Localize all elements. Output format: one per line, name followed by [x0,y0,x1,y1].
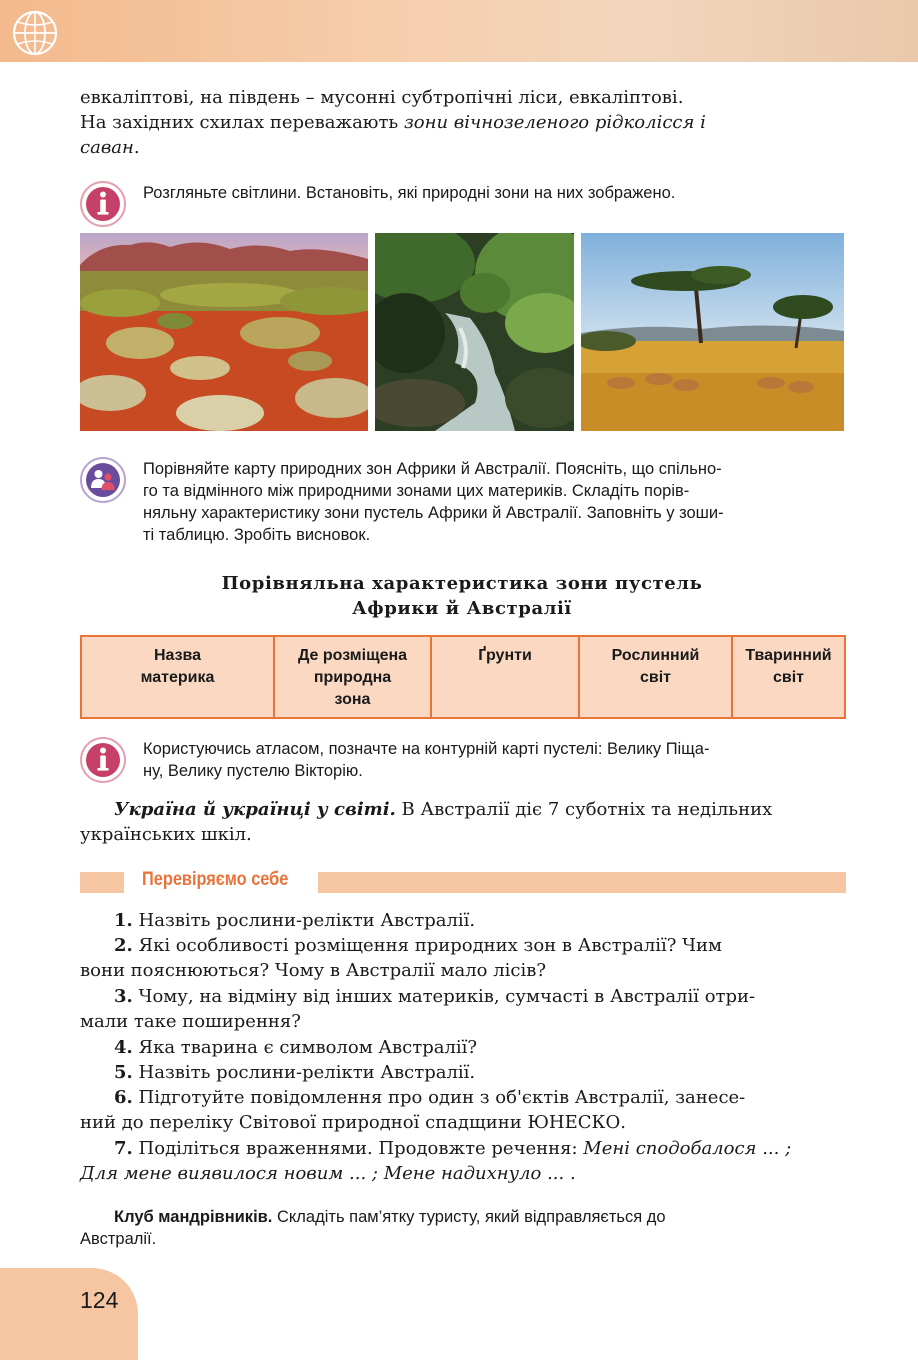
page-number-tab [0,1268,138,1360]
header-location: Де розміщена природна зона [274,636,431,718]
task2-line: Порівняйте карту природних зон Африки й Австралії. Поясніть, що спільно- [143,460,722,478]
intro-line1: евкаліптові, на південь – мусонні субтропічні ліси, евкаліптові. [80,87,684,108]
table-caption-line2: Африки й Австралії [352,598,572,619]
club-line2: Австралії. [80,1230,157,1248]
header-soils: Ґрунти [431,636,579,718]
info-icon [80,737,126,783]
club-note [80,1206,844,1250]
ukraine-note-lead: Україна й українці у світі. [114,799,396,820]
question-1: 1. Назвіть рослини-релікти Австралії. [114,910,476,931]
globe-icon [10,8,60,58]
ukraine-note-rest: В Австралії діє 7 суботніх та недільних [395,799,773,820]
task2-line: го та відмінного між природними зонами цих материків. Складіть порів- [143,482,690,500]
page-number: 124 [80,1287,119,1313]
club-lead: Клуб мандрівників. [114,1208,273,1226]
table-caption-line1: Порівняльна характеристика зони пустель [221,573,703,594]
task2-line: ті таблицю. Зробіть висновок. [143,526,371,544]
header-fauna: Тваринний світ [732,636,845,718]
task2-line: няльну характеристику зони пустель Африки й Австралії. Заповніть у зоши- [143,504,724,522]
table-caption [80,571,844,621]
rainforest-stream-photo [375,233,574,431]
table-header-row [81,636,845,718]
group-work-icon [80,457,126,503]
task3-line: ну, Велику пустелю Вікторію. [143,762,363,780]
task2-text [143,458,844,546]
savanna-gazelles-photo [581,233,844,431]
task3-line: Користуючись атласом, позначте на контурній карті пустелі: Велику Піща- [143,740,710,758]
header-continent: Назва материка [81,636,274,718]
info-icon [80,181,126,227]
intro-paragraph [80,85,844,160]
ukraine-note-line2: українських шкіл. [80,824,252,845]
intro-line2: На західних схилах переважають [80,112,404,133]
question-2: 2. Які особливості розміщення природних зон в Австралії? Чим вони пояснюються? Чому в Австралії мало лісів? [80,935,723,981]
section-title: Перевіряємо себе [142,869,289,890]
question-4: 4. Яка тварина є символом Австралії? [114,1037,478,1058]
ukraine-note [80,797,844,847]
question-6: 6. Підготуйте повідомлення про один з об'єктів Австралії, занесе- ний до переліку Світової природної спадщини ЮНЕСКО. [80,1087,746,1133]
header-flora: Рослинний світ [579,636,732,718]
question-3: 3. Чому, на відміну від інших материків, сумчасті в Австралії отри- мали таке поширення? [80,986,756,1032]
question-7: 7. Поділіться враженнями. Продовжте речення: Мені сподобалося ... ; Для мене виявилося новим ... ; Мене надихнуло ... . [80,1138,792,1184]
desert-shrubland-photo [80,233,368,431]
club-rest: Складіть пам’ятку туристу, який відправляється до [272,1208,666,1226]
comparison-table [80,635,846,719]
question-5: 5. Назвіть рослини-релікти Австралії. [114,1062,476,1083]
intro-line2-italic: зони вічнозеленого рідколісся і [403,112,706,133]
section-header [80,871,846,893]
header-band [0,0,918,62]
intro-line3-italic: саван [80,137,134,158]
intro-line3-end: . [133,137,140,158]
task3-text [143,738,844,782]
task1-text: Розгляньте світлини. Встановіть, які природні зони на них зображено. [143,184,676,202]
